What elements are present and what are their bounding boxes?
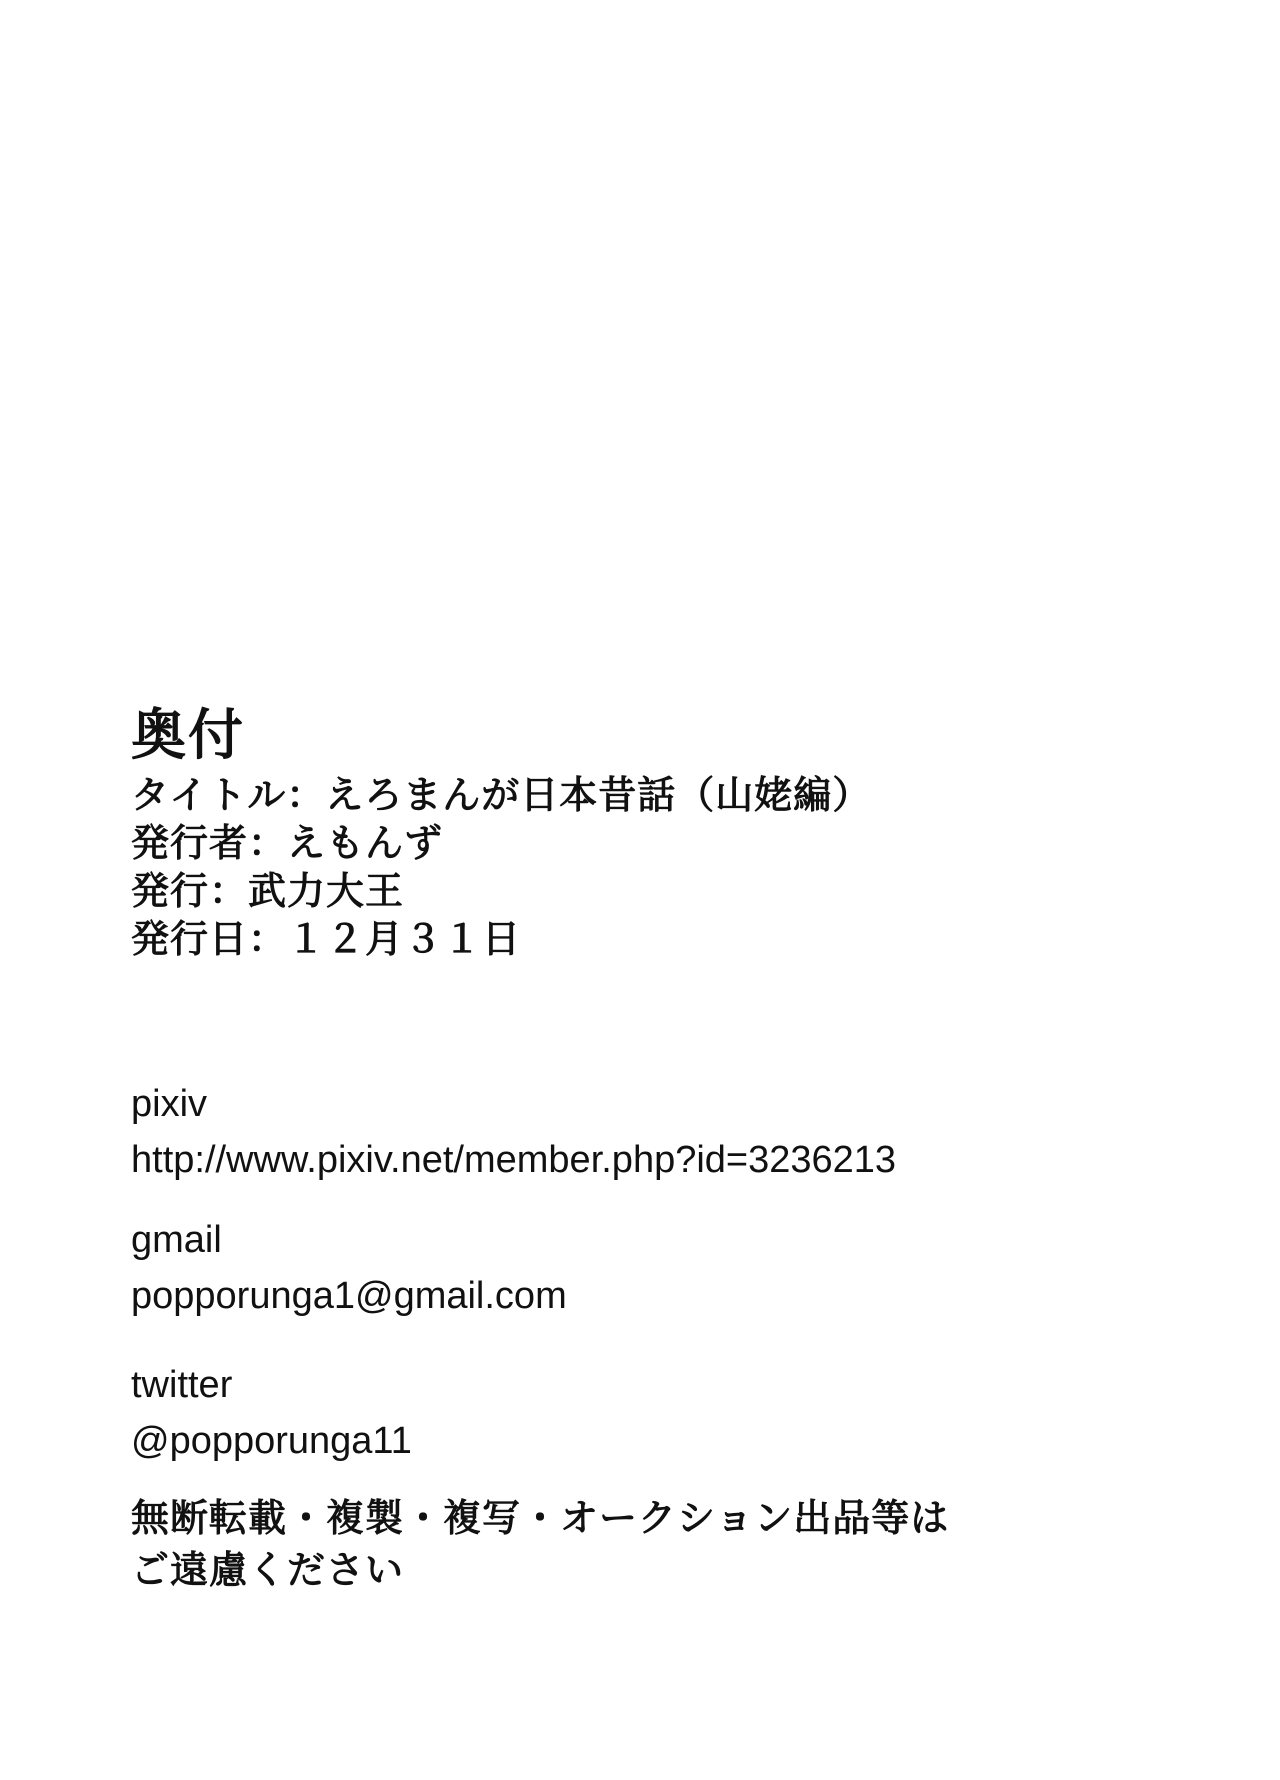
publication-details <box>131 772 1171 964</box>
pixiv-label: pixiv <box>131 1083 208 1125</box>
colophon-heading: 奥付 <box>131 704 246 766</box>
pixiv-url: http://www.pixiv.net/member.php?id=3236213 <box>131 1139 897 1181</box>
colophon-block <box>131 706 1171 1597</box>
publisher-person-line: 発行者：えもんず <box>131 823 444 865</box>
publication-date-line: 発行日：１２月３１日 <box>131 919 522 961</box>
twitter-handle: @popporunga11 <box>131 1420 412 1462</box>
notice-line-1: 無断転載・複製・複写・オークション出品等は <box>131 1498 950 1540</box>
reproduction-notice <box>131 1493 1171 1597</box>
contact-gmail <box>131 1212 1171 1324</box>
notice-line-2: ご遠慮ください <box>131 1550 405 1592</box>
contact-pixiv <box>131 1076 1171 1188</box>
publisher-circle-line: 発行：武力大王 <box>131 871 405 913</box>
title-line: タイトル：えろまんが日本昔話（山姥編） <box>131 775 872 817</box>
gmail-label: gmail <box>131 1219 222 1261</box>
gmail-address: popporunga1@gmail.com <box>131 1275 567 1317</box>
twitter-label: twitter <box>131 1364 233 1406</box>
contact-twitter <box>131 1357 1171 1469</box>
